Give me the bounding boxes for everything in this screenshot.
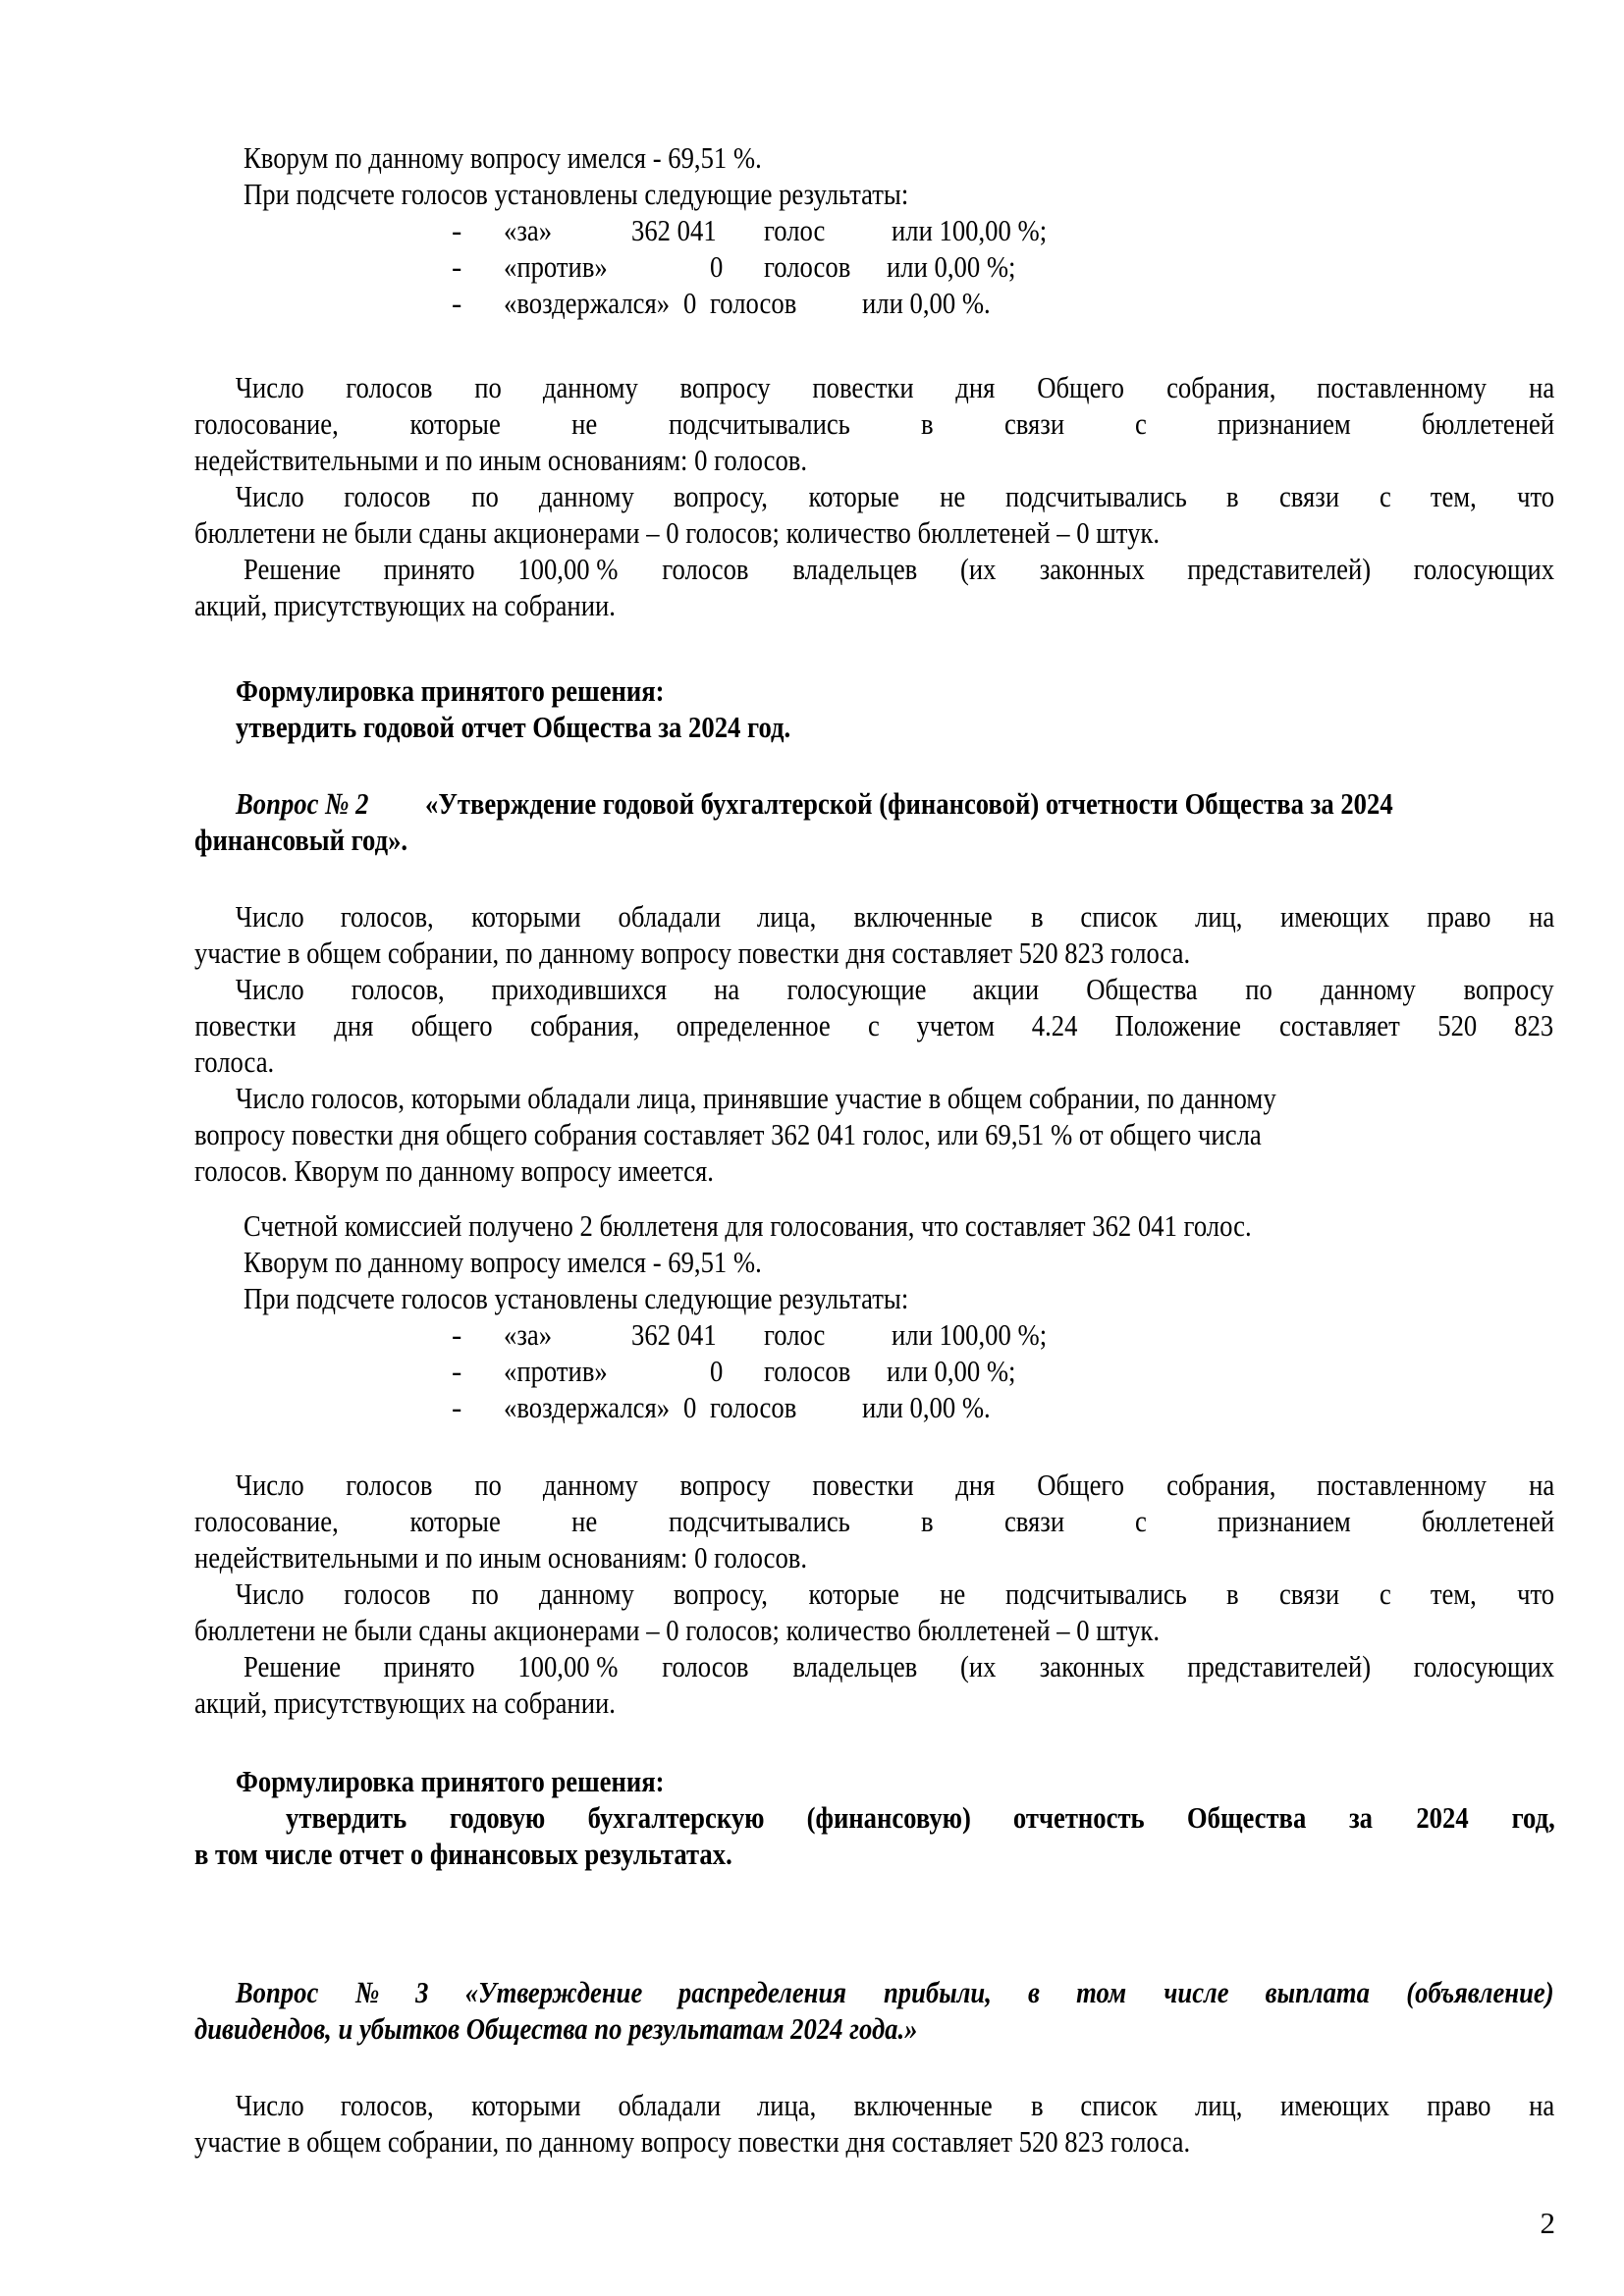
decision-line1 (194, 551, 1554, 587)
word: прибыли, (883, 1975, 992, 2009)
word: что (1516, 1576, 1554, 1611)
question2-title-line2: финансовый год». (194, 823, 408, 857)
q2-vote-row-abstain: - «воздержался» 0 голосов или 0,00 %. (452, 1390, 991, 1424)
question2-title-line1: «Утверждение годовой бухгалтерской (финансовой) отчетности Общества за 2024 (425, 786, 1393, 821)
word: в (1226, 1576, 1240, 1611)
q2-decision-line1 (194, 1648, 1554, 1684)
word: Общества (1187, 1800, 1307, 1835)
word: в (1030, 2088, 1044, 2122)
q2-invalid-line2 (194, 1503, 1554, 1539)
formulation-text: утвердить годовой отчет Общества за 2024 год. (236, 710, 791, 744)
word: в (920, 1504, 934, 1538)
word: которые (409, 406, 501, 441)
q2-invalid-line1 (194, 1467, 1554, 1503)
word: «Утверждение (464, 1975, 643, 2009)
not-submitted-line1 (194, 478, 1554, 514)
word: утвердить (286, 1800, 407, 1835)
word: бюллетеней (1421, 1504, 1554, 1538)
word: № (354, 1975, 379, 2009)
word: включенные (853, 899, 994, 934)
word: вопросу (1463, 972, 1554, 1006)
word: с (1379, 1576, 1391, 1611)
word: с (1134, 1504, 1147, 1538)
word: собрания, (1165, 1468, 1276, 1502)
q2-vote-row-for: - «за» 362 041 голос или 100,00 %; (452, 1317, 1048, 1352)
not-submitted-line2: бюллетени не были сданы акционерами – 0 голосов; количество бюллетеней – 0 штук. (194, 515, 1161, 550)
q2-not-submitted-line1 (194, 1575, 1554, 1612)
word: подсчитывались (668, 406, 850, 441)
word: голосование, (193, 406, 339, 441)
word: определенное (677, 1008, 832, 1042)
word: данному (542, 1468, 638, 1502)
word: (финансовую) (806, 1800, 971, 1835)
word: Общего (1037, 1468, 1125, 1502)
word: повестки (812, 1468, 914, 1502)
word: распределения (678, 1975, 847, 2009)
page-number: 2 (1540, 2206, 1555, 2240)
word: Число (235, 1468, 304, 1502)
word: Число (235, 1576, 304, 1611)
word: данному (538, 1576, 634, 1611)
word: дня (334, 1008, 374, 1042)
word: право (1427, 2088, 1491, 2122)
word: Число (235, 370, 304, 404)
word: (их (960, 552, 997, 586)
word: годовую (449, 1800, 546, 1835)
word: бюллетеней (1421, 406, 1554, 441)
word: в (920, 406, 934, 441)
word: голосующих (1413, 1649, 1555, 1683)
word: подсчитывались (1004, 479, 1187, 513)
q3-list-line1 (194, 2087, 1554, 2123)
word: отчетность (1012, 1800, 1145, 1835)
word: лиц, (1195, 899, 1243, 934)
word: в (1030, 899, 1044, 934)
word: по (1245, 972, 1273, 1006)
word: лица, (757, 2088, 817, 2122)
word: связи (1003, 406, 1064, 441)
invalid-votes-line3: недействительными и по иным основаниям: 0 голосов. (194, 443, 808, 477)
word: на (1528, 2088, 1554, 2122)
q2-list-line1 (194, 898, 1554, 934)
word: принято (383, 552, 475, 586)
word: повестки (812, 370, 914, 404)
quorum-text: Кворум по данному вопросу имелся - 69,51 %. (244, 140, 762, 175)
word: голосов, (341, 2088, 435, 2122)
word: не (571, 1504, 598, 1538)
q2-invalid-line3: недействительными и по иным основаниям: 0 голосов. (194, 1540, 808, 1575)
word: составляет (1278, 1008, 1400, 1042)
word: числе (1164, 1975, 1229, 2009)
word: Положение (1114, 1008, 1242, 1042)
results-intro: При подсчете голосов установлены следующие результаты: (244, 177, 909, 211)
word: голосов (345, 1468, 433, 1502)
word: по (473, 1468, 502, 1502)
question2-label: Вопрос № 2 (236, 786, 369, 821)
word: голосов, (341, 899, 435, 934)
word: тем, (1431, 1576, 1478, 1611)
word: по (473, 370, 502, 404)
word: голосов (344, 1576, 431, 1611)
question3-title-line2: дивидендов, и убытков Общества по результатам 2024 года.» (194, 2011, 918, 2046)
word: право (1427, 899, 1491, 934)
word: (их (960, 1649, 997, 1683)
word: вопросу, (673, 479, 769, 513)
q2-participation-line1: Число голосов, которыми обладали лица, принявшие участие в общем собрании, по данному (236, 1081, 1276, 1115)
word: дня (955, 370, 996, 404)
word: в (1027, 1975, 1040, 2009)
word: поставленному (1317, 1468, 1488, 1502)
vote-row-for: - «за» 362 041 голос или 100,00 %; (452, 213, 1048, 247)
word: имеющих (1279, 899, 1389, 934)
word: за (1349, 1800, 1374, 1835)
word: лица, (757, 899, 817, 934)
word: дня (955, 1468, 996, 1502)
word: лиц, (1195, 2088, 1243, 2122)
word: не (939, 1576, 965, 1611)
word: Решение (244, 552, 342, 586)
word: не (571, 406, 598, 441)
word: имеющих (1279, 2088, 1389, 2122)
q2-results-intro: При подсчете голосов установлены следующие результаты: (244, 1281, 909, 1315)
word: голосов (344, 479, 431, 513)
word: законных (1039, 1649, 1145, 1683)
word: том (1076, 1975, 1127, 2009)
document-page (194, 0, 1554, 2296)
word: вопросу (679, 1468, 771, 1502)
word: обладали (618, 899, 721, 934)
word: 823 (1514, 1008, 1554, 1042)
q2-ballots: Счетной комиссией получено 2 бюллетеня для голосования, что составляет 362 041 голос. (244, 1208, 1252, 1243)
q3-list-line2: участие в общем собрании, по данному вопросу повестки дня составляет 520 823 голоса. (194, 2124, 1191, 2159)
word: повестки (194, 1008, 297, 1042)
word: 520 (1437, 1008, 1477, 1042)
word: которые (808, 1576, 899, 1611)
word: Число (235, 972, 304, 1006)
word: собрания, (1165, 370, 1276, 404)
word: которые (409, 1504, 501, 1538)
word: владельцев (791, 552, 917, 586)
word: данному (542, 370, 638, 404)
word: не (939, 479, 965, 513)
word: по (470, 479, 499, 513)
word: что (1516, 479, 1554, 513)
q2-list-line2: участие в общем собрании, по данному вопросу повестки дня составляет 520 823 голоса. (194, 935, 1191, 970)
word: включенные (853, 2088, 994, 2122)
word: данному (1320, 972, 1416, 1006)
formulation-title: Формулировка принятого решения: (236, 673, 665, 708)
word: принято (383, 1649, 475, 1683)
word: голосов (662, 1649, 749, 1683)
word: представителей) (1187, 1649, 1372, 1683)
word: на (1528, 1468, 1554, 1502)
word: список (1080, 2088, 1159, 2122)
vote-row-against: - «против» 0 голосов или 0,00 %; (452, 249, 1016, 284)
word: поставленному (1317, 370, 1488, 404)
word: Общего (1037, 370, 1125, 404)
word: которыми (470, 2088, 581, 2122)
word: представителей) (1187, 552, 1372, 586)
word: выплата (1265, 1975, 1371, 2009)
word: подсчитывались (1004, 1576, 1187, 1611)
q2-participation-line3: голосов. Кворум по данному вопросу имеется. (194, 1153, 714, 1188)
q2-shares-line3: голоса. (194, 1044, 275, 1079)
q2-shares-line2 (194, 1007, 1554, 1043)
q2-formulation-title: Формулировка принятого решения: (236, 1764, 665, 1798)
word: список (1080, 899, 1159, 934)
word: голосов, (351, 972, 445, 1006)
word: по (470, 1576, 499, 1611)
q2-shares-line1 (194, 971, 1554, 1007)
word: (объявление) (1406, 1975, 1554, 2009)
invalid-votes-line1 (194, 369, 1554, 405)
word: подсчитывались (668, 1504, 850, 1538)
word: на (713, 972, 740, 1006)
word: Решение (244, 1649, 342, 1683)
q2-vote-row-against: - «против» 0 голосов или 0,00 %; (452, 1354, 1016, 1388)
word: признанием (1217, 1504, 1351, 1538)
word: 100,00 % (517, 1649, 619, 1683)
word: 100,00 % (517, 552, 619, 586)
word: голосование, (193, 1504, 339, 1538)
word: 4.24 (1031, 1008, 1078, 1042)
q2-formulation-line2: в том числе отчет о финансовых результатах. (194, 1837, 732, 1871)
word: голосующие (786, 972, 926, 1006)
word: связи (1278, 479, 1340, 513)
word: голосов (345, 370, 433, 404)
word: признанием (1217, 406, 1351, 441)
word: общего (410, 1008, 493, 1042)
word: связи (1278, 1576, 1340, 1611)
vote-row-abstain: - «воздержался» 0 голосов или 0,00 %. (452, 286, 991, 320)
word: 2024 (1416, 1800, 1469, 1835)
word: связи (1003, 1504, 1064, 1538)
word: вопросу (679, 370, 771, 404)
word: голосов (662, 552, 749, 586)
q2-decision-line2: акций, присутствующих на собрании. (194, 1685, 616, 1720)
word: данному (538, 479, 634, 513)
q2-formulation-line1 (194, 1799, 1554, 1836)
word: Число (235, 899, 304, 934)
word: учетом (916, 1008, 996, 1042)
word: владельцев (791, 1649, 917, 1683)
word: год, (1511, 1800, 1555, 1835)
word: на (1528, 899, 1554, 934)
word: на (1528, 370, 1554, 404)
word: Число (235, 2088, 304, 2122)
word: тем, (1431, 479, 1478, 513)
word: вопросу, (673, 1576, 769, 1611)
word: акции (972, 972, 1040, 1006)
word: с (1134, 406, 1147, 441)
word: обладали (618, 2088, 721, 2122)
q2-not-submitted-line2: бюллетени не были сданы акционерами – 0 голосов; количество бюллетеней – 0 штук. (194, 1613, 1161, 1647)
word: с (1379, 479, 1391, 513)
word: голосующих (1413, 552, 1555, 586)
word: бухгалтерскую (587, 1800, 765, 1835)
word: в (1226, 479, 1240, 513)
invalid-votes-line2 (194, 405, 1554, 442)
word: которыми (470, 899, 581, 934)
word: законных (1039, 552, 1145, 586)
q2-participation-line2: вопросу повестки дня общего собрания составляет 362 041 голос, или 69,51 % от общего числа (194, 1117, 1262, 1151)
word: Число (235, 479, 304, 513)
word: 3 (415, 1975, 429, 2009)
q2-quorum: Кворум по данному вопросу имелся - 69,51 %. (244, 1245, 762, 1279)
question3-title-line1 (194, 1974, 1554, 2010)
word: собрания, (529, 1008, 640, 1042)
decision-line2: акций, присутствующих на собрании. (194, 588, 616, 622)
word: Вопрос (235, 1975, 319, 2009)
word: которые (808, 479, 899, 513)
word: с (868, 1008, 880, 1042)
word: приходившихся (491, 972, 667, 1006)
word: Общества (1086, 972, 1198, 1006)
